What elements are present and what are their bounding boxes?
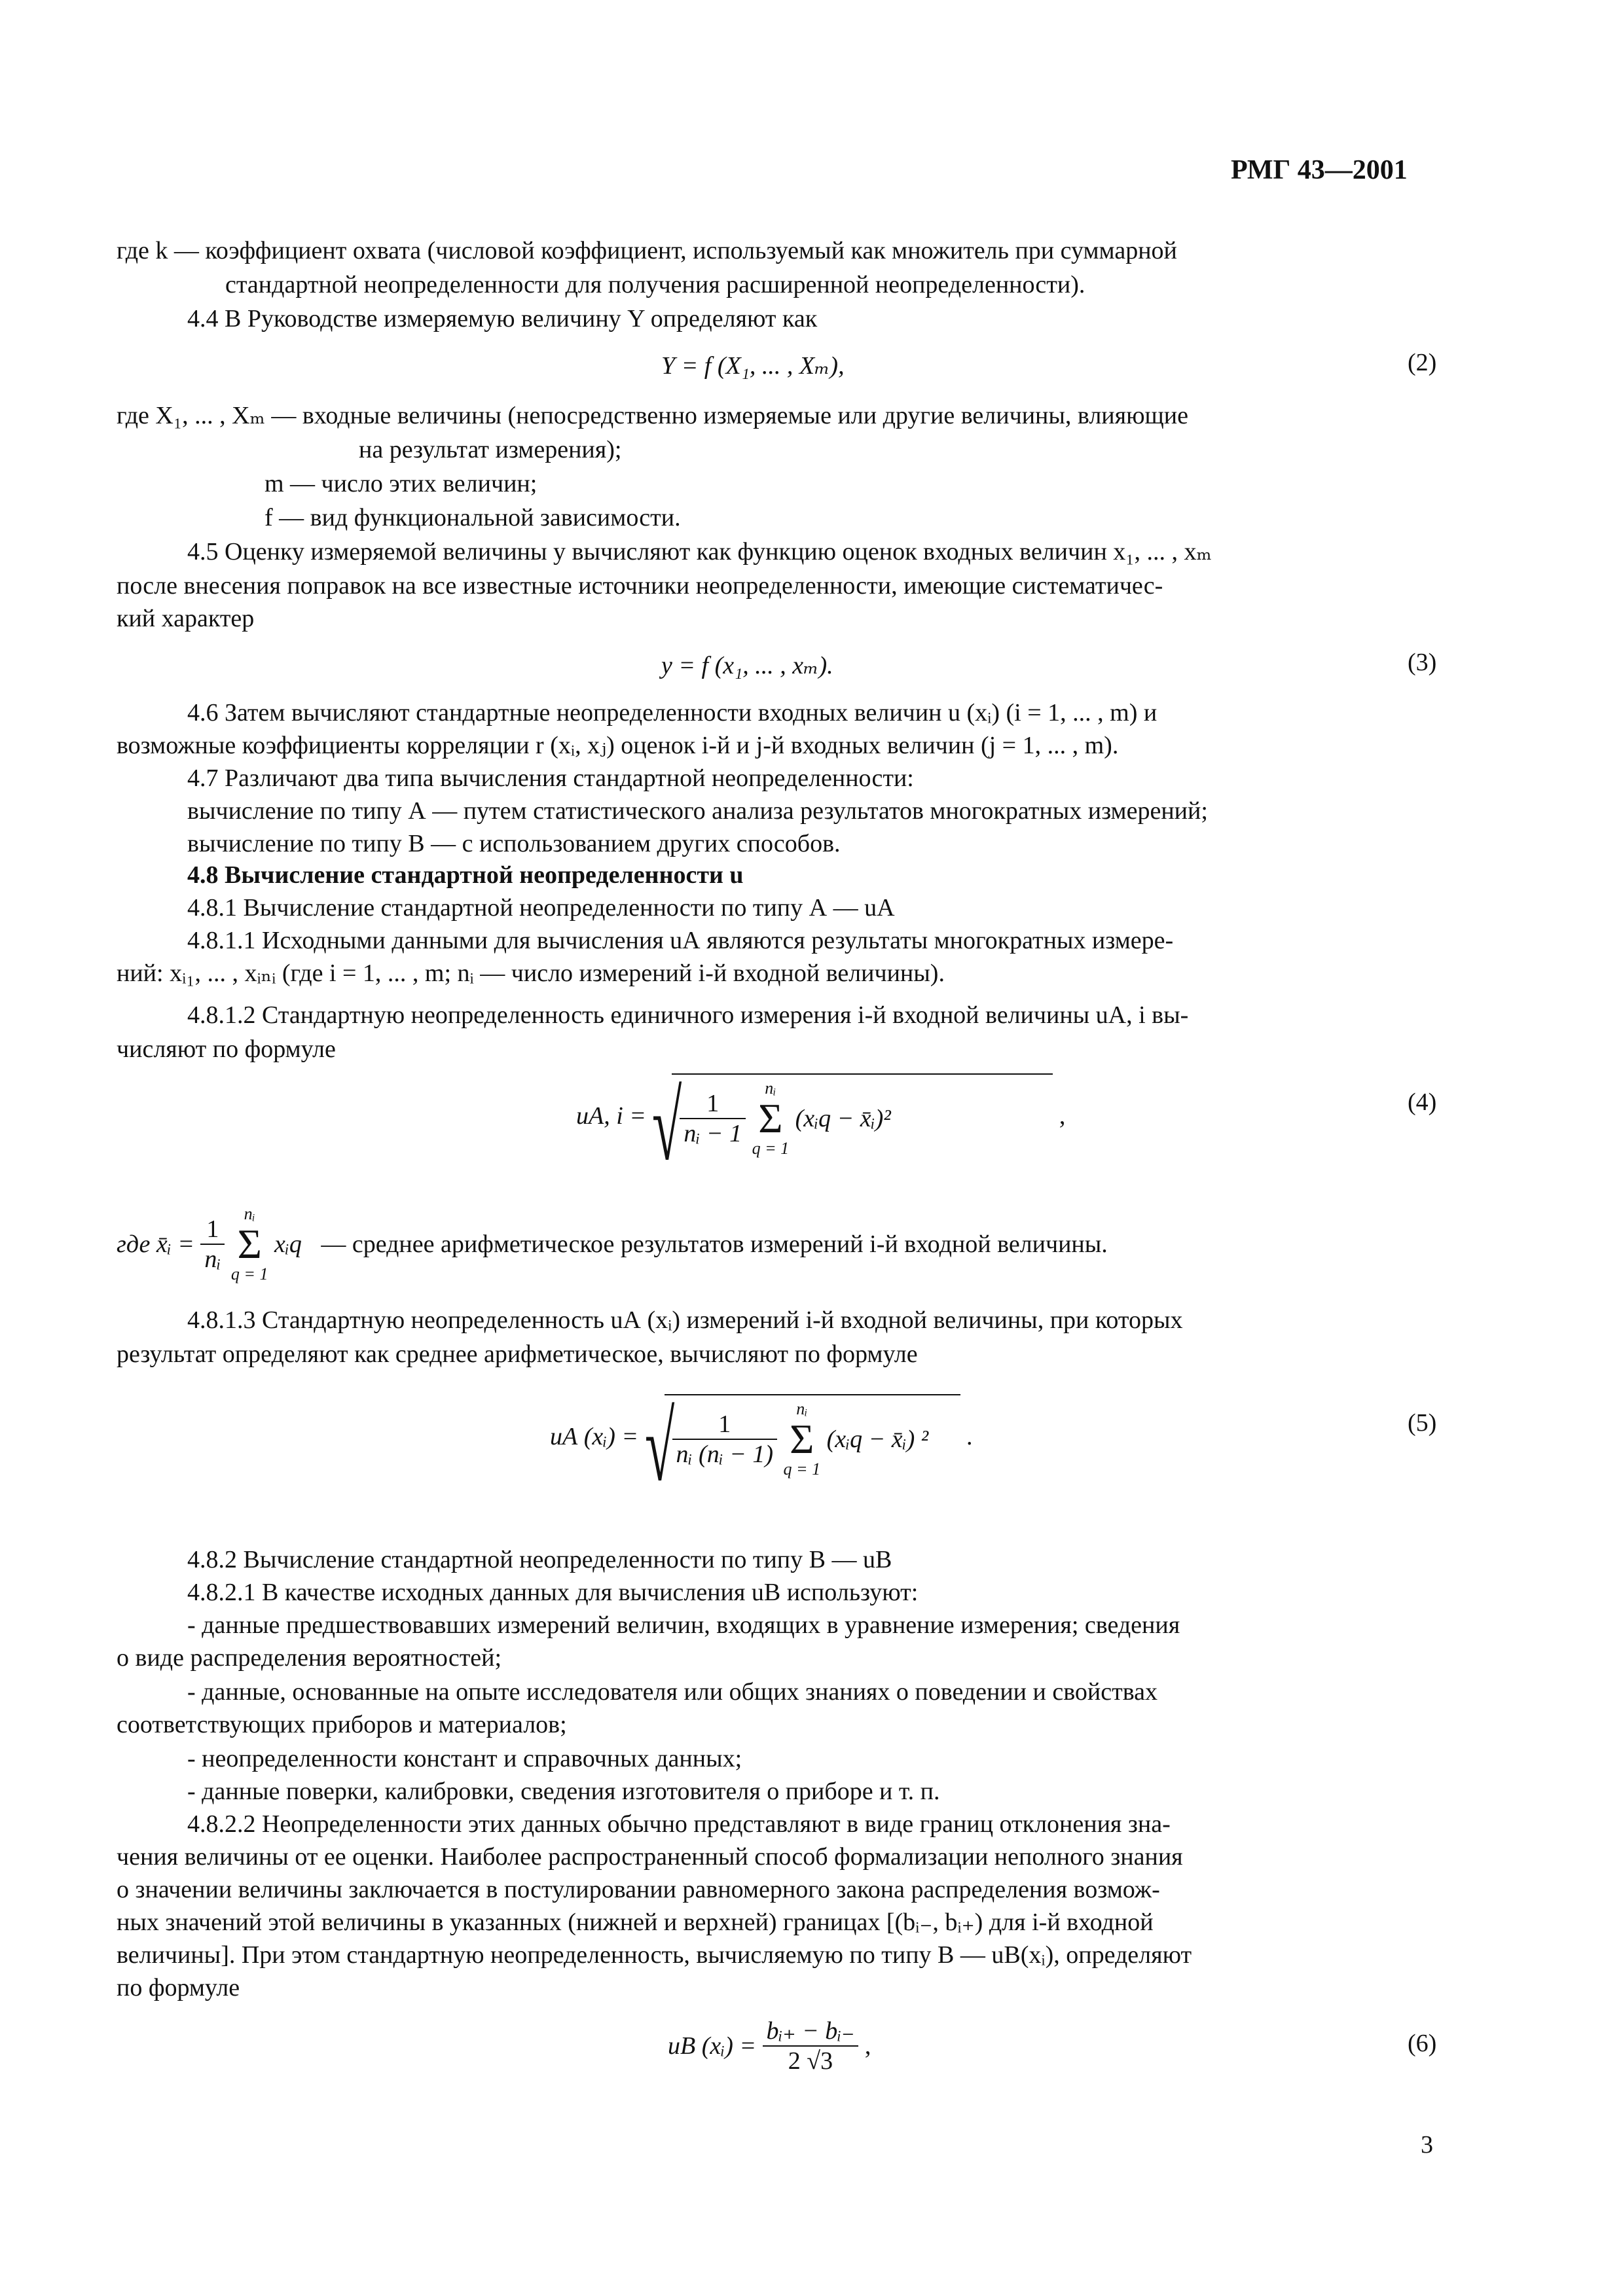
page-number: 3: [1421, 2131, 1433, 2159]
formula-5: [550, 1393, 973, 1501]
list-item: - данные, основанные на опыте исследователя или общих знаниях о поведении и свойствах: [187, 1678, 1158, 1706]
sigma-icon: Σ: [758, 1095, 783, 1141]
square-root: [644, 1393, 960, 1501]
fraction-numerator: 1: [200, 1215, 225, 1245]
formula-lhs: uВ (xᵢ) =: [668, 2032, 757, 2060]
formula-body: (xᵢq − x̄ᵢ)²: [795, 1105, 891, 1132]
sigma-icon: Σ: [790, 1416, 814, 1462]
radical-sign-icon: √: [644, 1393, 674, 1501]
text-line: на результат измерения);: [359, 436, 622, 463]
fraction-denominator: 2 √3: [788, 2047, 833, 2075]
text-line: возможные коэффициенты корреляции r (xᵢ, xⱼ) оценок i-й и j-й входных величин (j = 1, ... , m).: [117, 732, 1119, 759]
fraction-denominator: nᵢ: [204, 1246, 221, 1273]
summation: nᵢ Σ q = 1: [752, 1079, 790, 1158]
formula-punctuation: ,: [864, 2032, 871, 2060]
equation-number: (5): [1408, 1409, 1437, 1437]
text-line: 4.8.1.2 Стандартную неопределенность единичного измерения i-й входной величины uА, i вы-: [187, 1001, 1189, 1029]
text-line: 4.5 Оценку измеряемой величины y вычисляют как функцию оценок входных величин x₁, ... , xₘ: [187, 538, 1212, 565]
text-line: 4.8.1.3 Стандартную неопределенность uА (xᵢ) измерений i-й входной величины, при которых: [187, 1306, 1183, 1334]
text-line: 4.8.2.2 Неопределенности этих данных обычно представляют в виде границ отклонения зна-: [187, 1810, 1171, 1838]
fraction-numerator: bᵢ₊ − bᵢ₋: [763, 2016, 859, 2047]
text-line: после внесения поправок на все известные источники неопределенности, имеющие систематичес-: [117, 572, 1163, 600]
fraction-numerator: 1: [680, 1089, 746, 1119]
text-line: стандартной неопределенности для получения расширенной неопределенности).: [225, 271, 1085, 298]
summation: nᵢ Σ q = 1: [230, 1204, 268, 1283]
formula-body: (xᵢq − x̄ᵢ) ²: [826, 1426, 929, 1453]
text-line: где X₁, ... , Xₘ — входные величины (непосредственно измеряемые или другие величины, влияющие: [117, 402, 1188, 429]
text-line: m — число этих величин;: [264, 470, 538, 497]
text-line: о значении величины заключается в постулировании равномерного закона распределения возмож-: [117, 1876, 1160, 1903]
list-item: - данные предшествовавших измерений величин, входящих в уравнение измерения; сведения: [187, 1611, 1180, 1639]
text-line: 4.8.2 Вычисление стандартной неопределенности по типу В — uВ: [187, 1546, 892, 1573]
radical-sign-icon: √: [652, 1072, 682, 1181]
fraction-denominator: nᵢ (nᵢ − 1): [676, 1441, 774, 1468]
text-line: вычисление по типу А — путем статистического анализа результатов многократных измерений;: [187, 797, 1208, 825]
text-line: 4.8.1.1 Исходными данными для вычисления uА являются результаты многократных измере-: [187, 927, 1174, 954]
equation-number: (6): [1408, 2030, 1437, 2057]
formula-body: xᵢq: [274, 1230, 302, 1258]
text-line: 4.4 В Руководстве измеряемую величину Y определяют как: [187, 305, 818, 332]
formula-2: Y = f (X₁, ... , Xₘ),: [661, 352, 845, 380]
document-code: РМГ 43—2001: [1231, 155, 1408, 185]
fraction-numerator: 1: [672, 1410, 777, 1440]
text-line: f — вид функциональной зависимости.: [264, 504, 681, 531]
square-root: [652, 1072, 1053, 1181]
formula-4: [576, 1072, 1066, 1181]
text-line: — среднее арифметическое результатов измерений i-й входной величины.: [321, 1230, 1108, 1258]
formula-punctuation: .: [966, 1423, 973, 1450]
equation-number: (3): [1408, 649, 1437, 676]
text-line: по формуле: [117, 1974, 240, 2001]
formula-lhs: где x̄ᵢ =: [117, 1230, 194, 1258]
text-line: 4.6 Затем вычисляют стандартные неопределенности входных величин u (xᵢ) (i = 1, ... , m) и: [187, 699, 1158, 726]
mean-definition: [117, 1204, 1108, 1284]
formula-punctuation: ,: [1059, 1102, 1066, 1130]
text-line: 4.8.2.1 В качестве исходных данных для вычисления uВ используют:: [187, 1579, 919, 1606]
text-line: соответствующих приборов и материалов;: [117, 1711, 567, 1738]
text-line: результат определяют как среднее арифметическое, вычисляют по формуле: [117, 1340, 918, 1368]
text-line: числяют по формуле: [117, 1035, 336, 1063]
section-heading: 4.8 Вычисление стандартной неопределенности u: [187, 861, 744, 889]
formula-lhs: uА, i =: [576, 1102, 646, 1130]
text-line: 4.7 Различают два типа вычисления стандартной неопределенности:: [187, 764, 914, 792]
formula-3: y = f (x₁, ... , xₘ).: [661, 652, 833, 679]
equation-number: (4): [1408, 1088, 1437, 1116]
equation-number: (2): [1408, 349, 1437, 376]
fraction-denominator: nᵢ − 1: [684, 1120, 742, 1147]
list-item: - данные поверки, калибровки, сведения изготовителя о приборе и т. п.: [187, 1778, 940, 1805]
formula-lhs: uА (xᵢ) =: [550, 1423, 639, 1450]
formula-6: [668, 2016, 871, 2075]
text-line: ных значений этой величины в указанных (нижней и верхней) границах [(bᵢ₋, bᵢ₊) для i-й входной: [117, 1909, 1154, 1936]
text-line: вычисление по типу В — с использованием других способов.: [187, 830, 841, 857]
text-line: где k — коэффициент охвата (числовой коэффициент, используемый как множитель при суммарной: [117, 237, 1177, 264]
text-line: о виде распределения вероятностей;: [117, 1644, 502, 1672]
text-line: величины]. При этом стандартную неопределенность, вычисляемую по типу В — uВ(xᵢ), определяют: [117, 1941, 1192, 1969]
text-line: кий характер: [117, 605, 255, 632]
sigma-icon: Σ: [237, 1221, 262, 1267]
text-line: 4.8.1 Вычисление стандартной неопределенности по типу А — uА: [187, 894, 895, 922]
list-item: - неопределенности констант и справочных данных;: [187, 1745, 742, 1772]
text-line: ний: xᵢ₁, ... , xᵢₙᵢ (где i = 1, ... , m; nᵢ — число измерений i-й входной величины).: [117, 960, 945, 987]
text-line: чения величины от ее оценки. Наиболее распространенный способ формализации неполного знания: [117, 1843, 1183, 1871]
summation: nᵢ Σ q = 1: [783, 1399, 821, 1479]
